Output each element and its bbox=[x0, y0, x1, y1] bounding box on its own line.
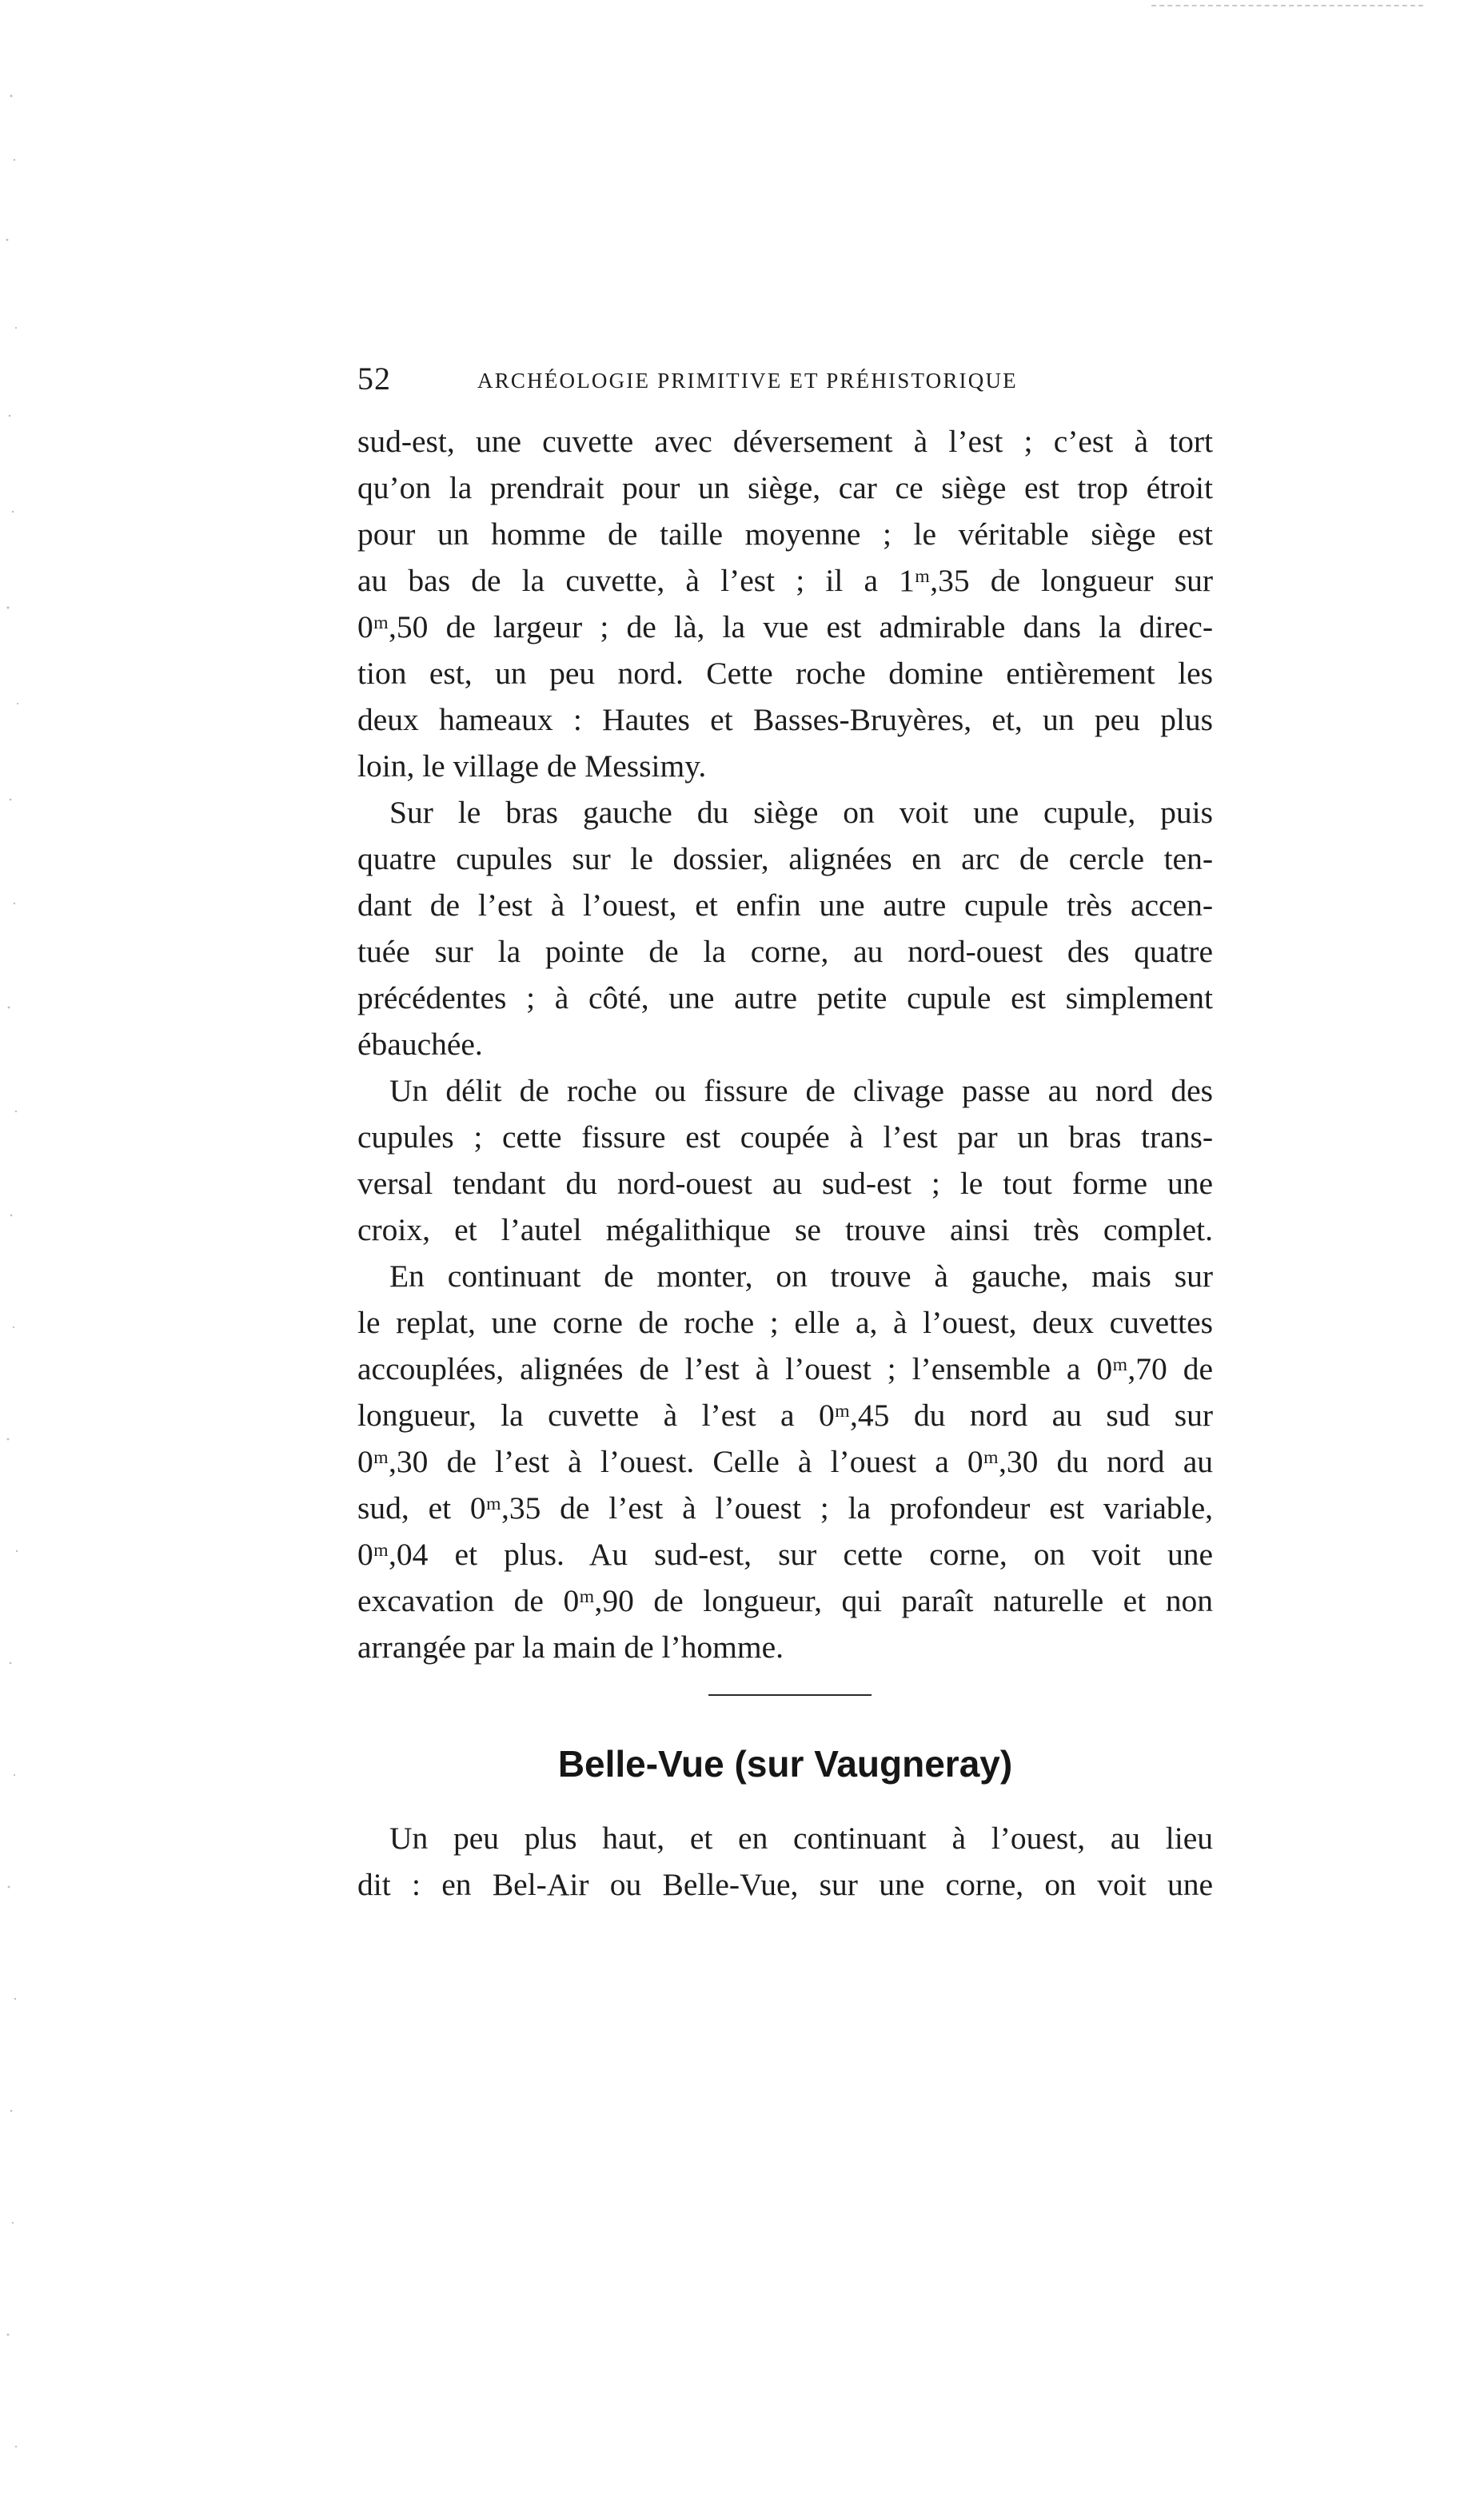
text-line: quatre cupules sur le dossier, alignées en arc de cercle ten- bbox=[357, 841, 1213, 876]
running-title: ARCHÉOLOGIE PRIMITIVE ET PRÉHISTORIQUE bbox=[477, 369, 1018, 393]
text-line: sud-est, une cuvette avec déversement à l’est ; c’est à tort bbox=[357, 424, 1213, 459]
text-line: longueur, la cuvette à l’est a 0ᵐ,45 du nord au sud sur bbox=[357, 1398, 1213, 1433]
text-line: Sur le bras gauche du siège on voit une cupule, puis bbox=[389, 795, 1213, 830]
text-line: dant de l’est à l’ouest, et enfin une autre cupule très accen- bbox=[357, 888, 1213, 923]
body-text bbox=[357, 418, 1213, 1670]
text-line: 0ᵐ,04 et plus. Au sud-est, sur cette corne, on voit une bbox=[357, 1537, 1213, 1572]
text-line: deux hameaux : Hautes et Basses-Bruyères, et, un peu plus bbox=[357, 702, 1213, 737]
text-line: dit : en Bel-Air ou Belle-Vue, sur une corne, on voit une bbox=[357, 1867, 1213, 1902]
text-line: 0ᵐ,50 de largeur ; de là, la vue est admirable dans la direc- bbox=[357, 609, 1213, 644]
text-line: tion est, un peu nord. Cette roche domine entièrement les bbox=[357, 656, 1213, 691]
text-line: accouplées, alignées de l’est à l’ouest ; l’ensemble a 0ᵐ,70 de bbox=[357, 1351, 1213, 1386]
text-line: pour un homme de taille moyenne ; le véritable siège est bbox=[357, 517, 1213, 552]
text-line: précédentes ; à côté, une autre petite cupule est simplement bbox=[357, 980, 1213, 1015]
text-line: arrangée par la main de l’homme. bbox=[357, 1629, 784, 1665]
text-line: qu’on la prendrait pour un siège, car ce siège est trop étroit bbox=[357, 470, 1213, 505]
text-line: excavation de 0ᵐ,90 de longueur, qui paraît naturelle et non bbox=[357, 1583, 1213, 1618]
text-line: Un délit de roche ou fissure de clivage passe au nord des bbox=[389, 1073, 1213, 1108]
text-line: 0ᵐ,30 de l’est à l’ouest. Celle à l’ouest a 0ᵐ,30 du nord au bbox=[357, 1444, 1213, 1479]
scan-margin-speckles bbox=[0, 0, 48, 2505]
text-line: ébauchée. bbox=[357, 1027, 483, 1062]
text-line: Un peu plus haut, et en continuant à l’ouest, au lieu bbox=[389, 1821, 1213, 1856]
section-heading: Belle-Vue (sur Vaugneray) bbox=[557, 1743, 1013, 1785]
text-line: au bas de la cuvette, à l’est ; il a 1ᵐ,35 de longueur sur bbox=[357, 563, 1213, 598]
page-number: 52 bbox=[357, 361, 391, 397]
text-line: versal tendant du nord-ouest au sud-est ; le tout forme une bbox=[357, 1166, 1213, 1201]
text-line: croix, et l’autel mégalithique se trouve ainsi très complet. bbox=[357, 1212, 1213, 1247]
text-line: cupules ; cette fissure est coupée à l’est par un bras trans- bbox=[357, 1119, 1213, 1155]
page-header bbox=[357, 361, 1229, 397]
text-line: loin, le village de Messimy. bbox=[357, 748, 707, 784]
text-line: sud, et 0ᵐ,35 de l’est à l’ouest ; la profondeur est variable, bbox=[357, 1490, 1213, 1526]
scan-artifact bbox=[1151, 5, 1423, 8]
text-line: le replat, une corne de roche ; elle a, à l’ouest, deux cuvettes bbox=[357, 1305, 1213, 1340]
section-body-text bbox=[357, 1815, 1213, 1908]
text-line: En continuant de monter, on trouve à gauche, mais sur bbox=[389, 1258, 1213, 1294]
section-divider bbox=[708, 1694, 872, 1696]
text-line: tuée sur la pointe de la corne, au nord-ouest des quatre bbox=[357, 934, 1213, 969]
